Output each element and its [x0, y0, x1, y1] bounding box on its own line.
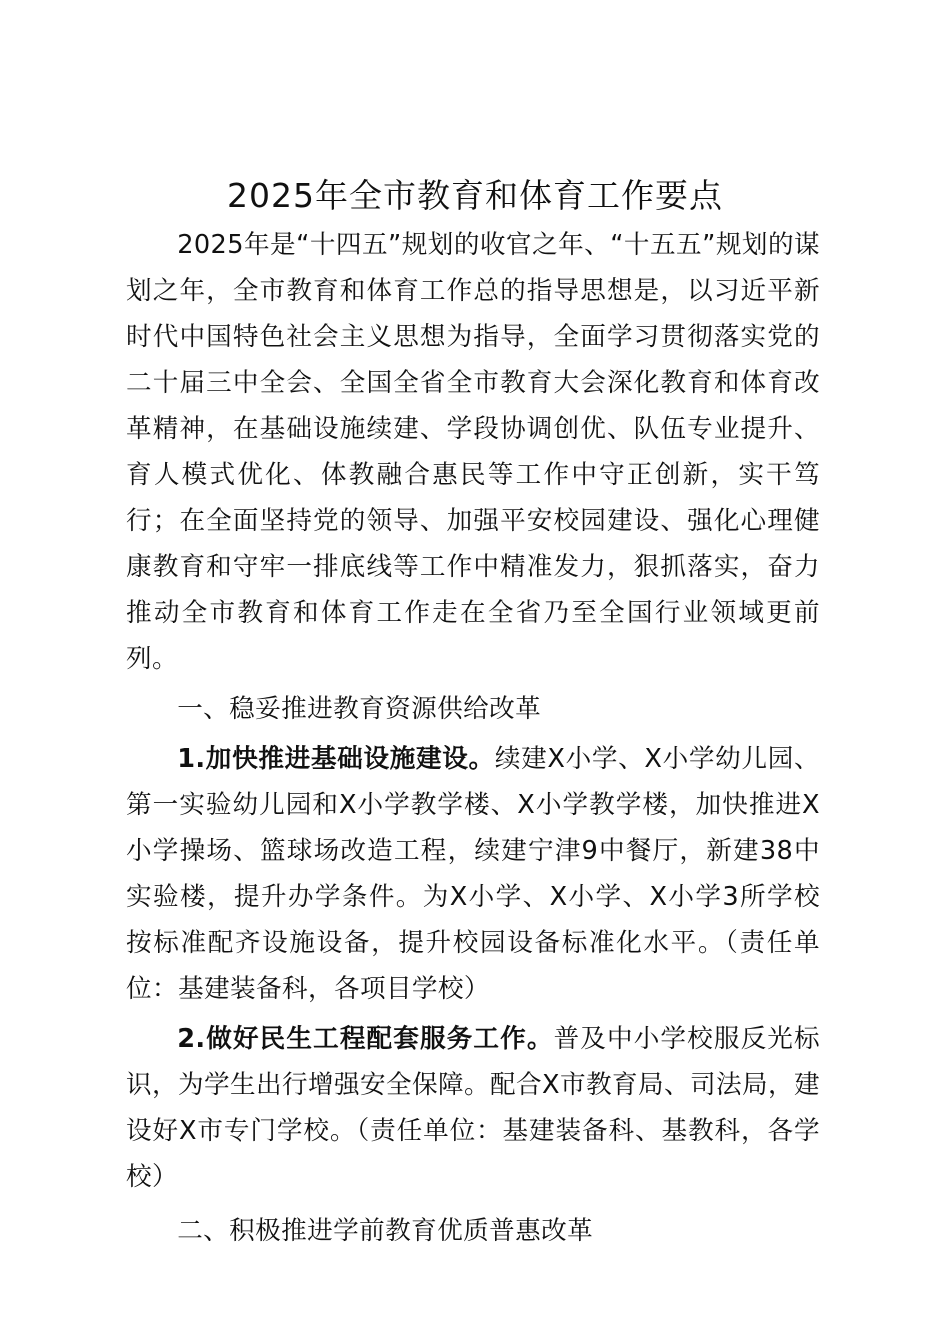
document-body	[126, 222, 820, 1254]
item-paragraph-1	[126, 736, 820, 1012]
item-text-2: 普及中小学校服反光标识，为学生出行增强安全保障。配合X市教育局、司法局，建设好X市专门学校。（责任单位：基建装备科、基教科，各学校）	[126, 1024, 820, 1192]
section-heading-2: 二、积极推进学前教育优质普惠改革	[177, 1216, 594, 1246]
item-paragraph-2	[126, 1016, 820, 1200]
intro-paragraph: 2025年是“十四五”规划的收官之年、“十五五”规划的谋划之年，全市教育和体育工作总的指导思想是，以习近平新时代中国特色社会主义思想为指导，全面学习贯彻落实党的二十届三中全会、全国全省全市教育大会深化教育和体育改革精神，在基础设施续建、学段协调创优、队伍专业提升、育人模式优化、体教融合惠民等工作中守正创新，实干笃行；在全面坚持党的领导、加强平安校园建设、强化心理健康教育和守牢一排底线等工作中精准发力，狠抓落实，奋力推动全市教育和体育工作走在全省乃至全国行业领域更前列。	[126, 230, 820, 674]
document-title: 2025年全市教育和体育工作要点	[227, 176, 723, 215]
item-lead-2: 2.做好民生工程配套服务工作。	[177, 1024, 554, 1054]
section-heading-1: 一、稳妥推进教育资源供给改革	[177, 694, 542, 724]
item-text-1: 续建X小学、X小学幼儿园、第一实验幼儿园和X小学教学楼、X小学教学楼，加快推进X小学操场、篮球场改造工程，续建宁津9中餐厅，新建38中实验楼，提升办学条件。为X小学、X小学、X小学3所学校按标准配齐设施设备，提升校园设备标准化水平。（责任单位：基建装备科，各项目学校）	[126, 744, 820, 1004]
item-lead-1: 1.加快推进基础设施建设。	[177, 744, 495, 774]
